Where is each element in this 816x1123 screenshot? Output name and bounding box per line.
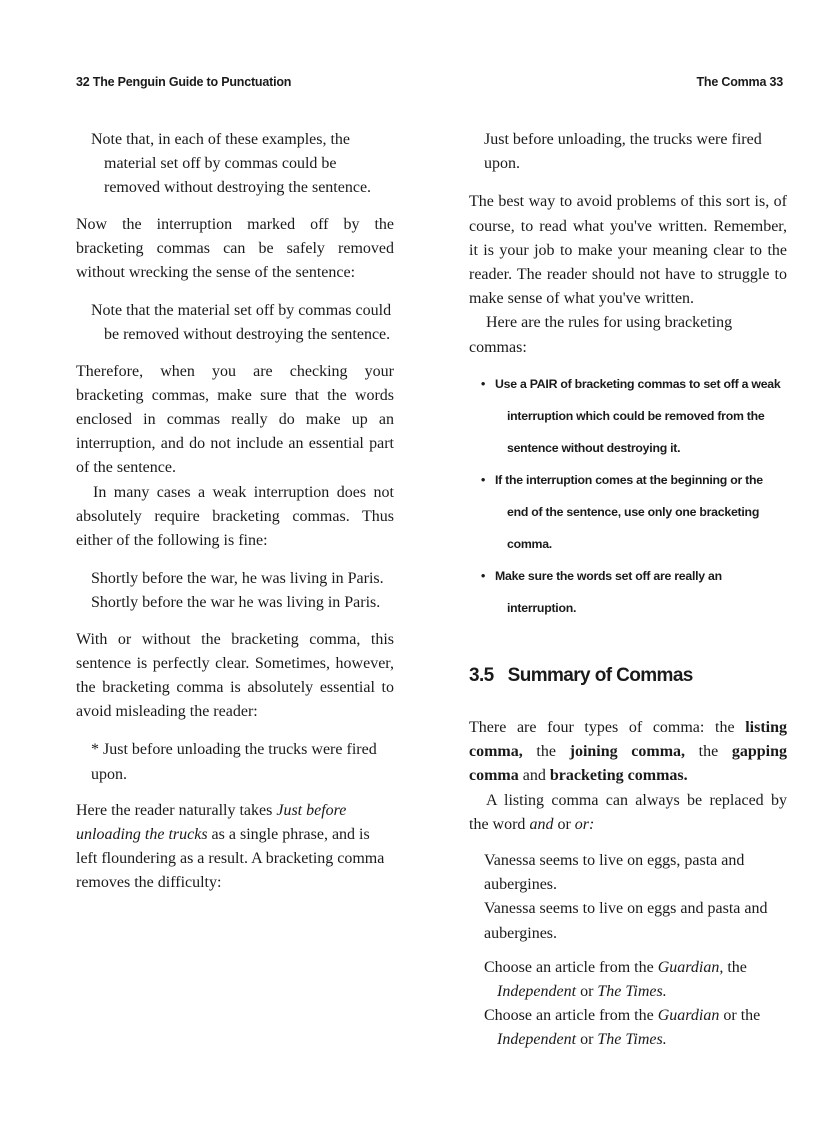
rule-item: • Make sure the words set off are really an interruption. [469, 560, 787, 624]
example-vanessa-comma: Vanessa seems to live on eggs, pasta and aubergines. [484, 852, 745, 894]
example-trucks-wrong: * Just before unloading the trucks were fired upon. [91, 741, 377, 783]
bullet-icon: • [481, 568, 486, 583]
term-gapping-comma: gapping comma [469, 743, 788, 785]
example-article-comma: Choose an article from the Guardian, the Independent or The Times. [484, 958, 747, 1001]
right-column [469, 128, 787, 1053]
running-head-left: 32 The Penguin Guide to Punctuation [76, 75, 292, 89]
left-column [76, 128, 394, 896]
section-heading [469, 664, 787, 688]
paragraph-listing-comma: A listing comma can always be replaced by the word and or or: [469, 791, 787, 833]
rule-item: • If the interruption comes at the beginning or the end of the sentence, use only one bracketing comma. [469, 464, 787, 560]
paragraph-rules-intro: Here are the rules for using bracketing commas: [469, 314, 733, 356]
section-number: 3.5 [469, 664, 494, 686]
paragraph-four-types: There are four types of comma: the listing comma, the joining comma, the gapping comma and bracketing commas. [469, 719, 788, 785]
example-note-commas: Note that, in each of these examples, the material set off by commas could be removed without destroying the sentence. [91, 131, 372, 197]
example-article-or: Choose an article from the Guardian or the Independent or The Times. [484, 1007, 761, 1049]
example-paris-no-comma: Shortly before the war he was living in Paris. [91, 594, 381, 612]
bullet-icon: • [481, 472, 486, 487]
paragraph-avoid-problems: The best way to avoid problems of this sort is, of course, to read what you've written. Remember, it is your job to make your meaning clear to the reader. The reader should not have to struggle to make sense of what you've written. [469, 193, 787, 308]
paragraph-checking-commas: Therefore, when you are checking your bracketing commas, make sure that the words enclosed in commas really do make up an interruption, and do not include an essential part of the sentence. [76, 362, 394, 477]
example-vanessa-and: Vanessa seems to live on eggs and pasta and aubergines. [484, 900, 768, 942]
example-trucks-correct: Just before unloading, the trucks were fired upon. [484, 131, 762, 173]
example-paris-comma: Shortly before the war, he was living in Paris. [91, 570, 384, 588]
example-note-material: Note that the material set off by commas could be removed without destroying the sentence. [91, 302, 392, 344]
term-listing-comma: listing comma, [469, 719, 787, 761]
bullet-icon: • [481, 376, 486, 391]
rule-item: • Use a PAIR of bracketing commas to set off a weak interruption which could be removed from the sentence without destroying it. [469, 368, 787, 464]
paragraph-interruption-removed: Now the interruption marked off by the bracketing commas can be safely removed without wrecking the sense of the sentence: [76, 215, 394, 282]
italic-phrase: Just before unloading the trucks [76, 801, 347, 844]
term-bracketing-commas: bracketing commas. [549, 767, 688, 785]
rules-list [469, 368, 787, 624]
running-head-right: The Comma 33 [696, 75, 783, 89]
term-joining-comma: joining comma, [569, 743, 686, 761]
paragraph-perfectly-clear: With or without the bracketing comma, this sentence is perfectly clear. Sometimes, however, the bracketing comma is absolutely essential to avoid misleading the reader: [76, 630, 394, 721]
paragraph-reader-floundering: Here the reader naturally takes Just before unloading the trucks as a single phrase, and is left floundering as a result. A bracketing comma removes the difficulty: [76, 801, 385, 892]
section-title: Summary of Commas [507, 664, 693, 686]
paragraph-weak-interruption: In many cases a weak interruption does not absolutely require bracketing commas. Thus either of the following is fine: [76, 483, 394, 550]
